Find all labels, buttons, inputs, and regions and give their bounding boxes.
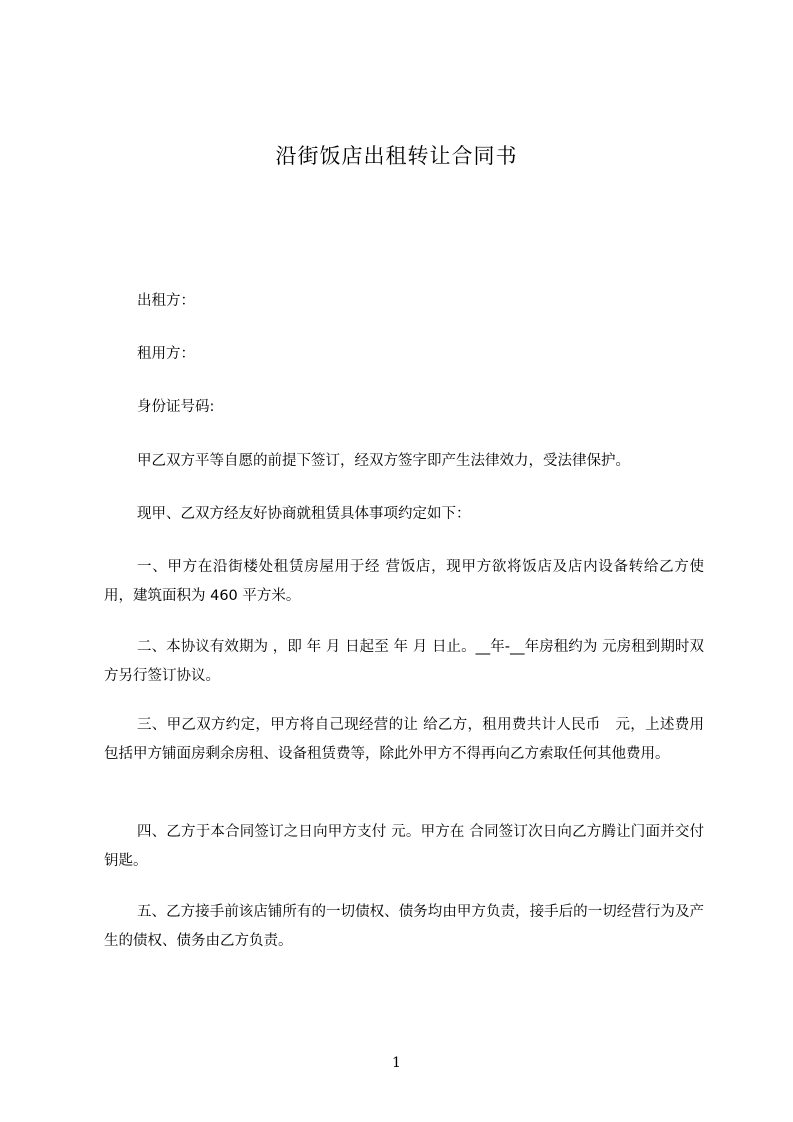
clause-1-paragraph: 一、甲方在沿街楼处租赁房屋用于经 营饭店，现甲方欲将饭店及店内设备转给乙方使用，建筑面积为 460 平方米。 — [104, 559, 704, 604]
lessee-line: 租用方： — [137, 346, 195, 362]
clause-5-paragraph: 五、乙方接手前该店铺所有的一切债权、债务均由甲方负责，接手后的一切经营行为及产生的债权、债务由乙方负责。 — [104, 904, 704, 949]
id-number-line: 身份证号码: — [137, 399, 215, 415]
clause-2-paragraph: 二、本协议有效期为 ，即 年 月 日起至 年 月 日止。__年-__年房租约为 元房租到期时双方另行签订协议。 — [104, 639, 704, 684]
page-number: 1 — [392, 1055, 401, 1071]
lessor-line: 出租方： — [137, 293, 195, 309]
clause-4-paragraph: 四、乙方于本合同签订之日向甲方支付 元。甲方在 合同签订次日向乙方腾让门面并交付钥匙。 — [104, 824, 704, 869]
clause-3-paragraph: 三、甲乙双方约定，甲方将自己现经营的让 给乙方，租用费共计人民币 元，上述费用包括甲方铺面房剩余房租、设备租赁费等，除此外甲方不得再向乙方索取任何其他费用。 — [104, 717, 704, 762]
preamble-paragraph-2: 现甲、乙双方经友好协商就租赁具体事项约定如下： — [137, 506, 471, 522]
document-title: 沿街饭店出租转让合同书 — [275, 144, 518, 168]
preamble-paragraph-1: 甲乙双方平等自愿的前提下签订，经双方签字即产生法律效力，受法律保护。 — [137, 453, 630, 469]
